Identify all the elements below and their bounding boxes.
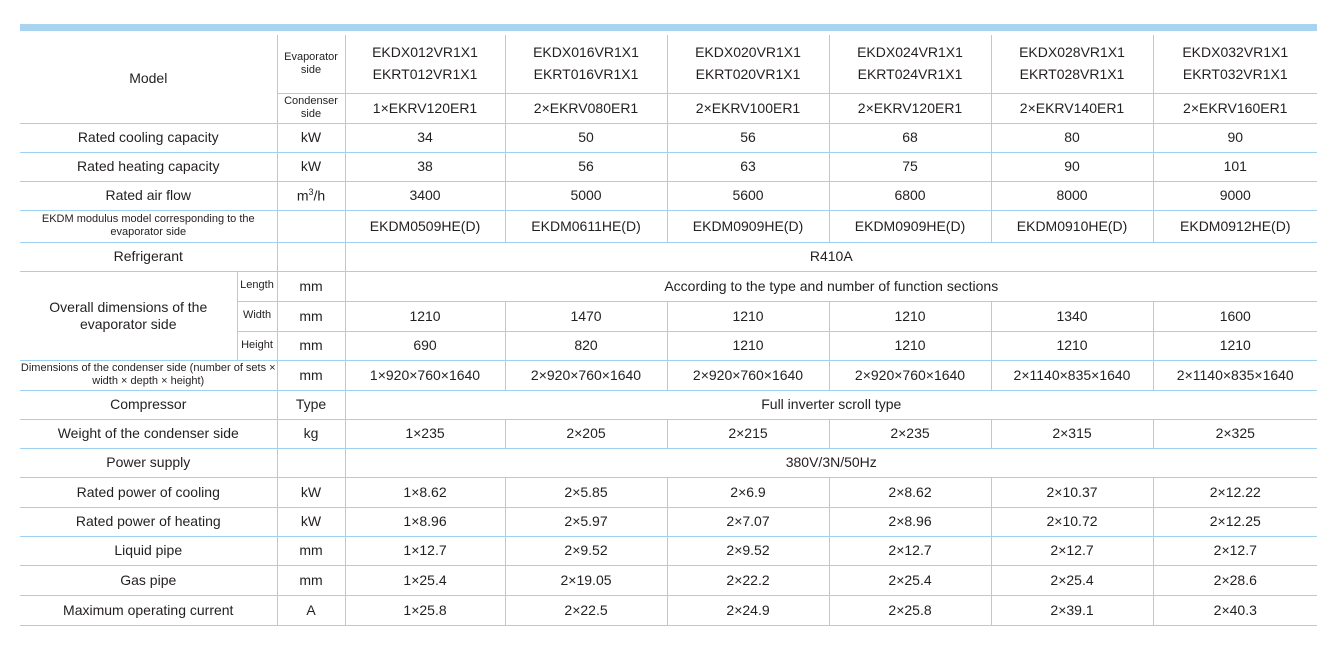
value-cell: 90 (991, 152, 1153, 181)
value-cell: 2×1140×835×1640 (1153, 360, 1317, 390)
row-label: Weight of the condenser side (20, 419, 277, 448)
unit-cell: mm (277, 301, 345, 331)
value-cell: 2×25.4 (991, 565, 1153, 595)
value-cell: 1210 (991, 331, 1153, 360)
value-cell: 2×40.3 (1153, 595, 1317, 625)
value-cell: 2×9.52 (505, 536, 667, 565)
row-label: Rated heating capacity (20, 152, 277, 181)
merged-value-cell: 380V/3N/50Hz (345, 448, 1317, 477)
value-cell: 2×7.07 (667, 507, 829, 536)
unit-cell (277, 448, 345, 477)
value-cell: 1210 (345, 301, 505, 331)
value-cell: EKDM0509HE(D) (345, 210, 505, 242)
unit-cell: kg (277, 419, 345, 448)
value-cell: 1210 (667, 301, 829, 331)
value-cell: 8000 (991, 181, 1153, 210)
table-row (20, 536, 1317, 565)
value-cell: 1470 (505, 301, 667, 331)
table-row (20, 181, 1317, 210)
value-cell: EKDM0910HE(D) (991, 210, 1153, 242)
row-label: EKDM modulus model corresponding to the evaporator side (20, 210, 277, 242)
top-accent-bar (20, 24, 1317, 31)
table-row (20, 271, 1317, 301)
row-label: Rated air flow (20, 181, 277, 210)
value-cell: 2×12.22 (1153, 477, 1317, 507)
unit-cell: kW (277, 152, 345, 181)
condenser-model-cell: 2×EKRV080ER1 (505, 93, 667, 123)
value-cell: 690 (345, 331, 505, 360)
model-cell: EKDX028VR1X1 EKRT028VR1X1 (991, 35, 1153, 93)
table-row (20, 477, 1317, 507)
value-cell: 2×28.6 (1153, 565, 1317, 595)
value-cell: 2×24.9 (667, 595, 829, 625)
condenser-model-cell: 2×EKRV100ER1 (667, 93, 829, 123)
value-cell: 1×25.8 (345, 595, 505, 625)
value-cell: 2×19.05 (505, 565, 667, 595)
value-cell: 2×12.25 (1153, 507, 1317, 536)
model-label: Model (20, 35, 277, 123)
value-cell: EKDM0611HE(D) (505, 210, 667, 242)
value-cell: 101 (1153, 152, 1317, 181)
row-label: Compressor (20, 390, 277, 419)
value-cell: 1×12.7 (345, 536, 505, 565)
value-cell: 1340 (991, 301, 1153, 331)
unit-cell: kW (277, 477, 345, 507)
value-cell: 2×235 (829, 419, 991, 448)
value-cell: 5600 (667, 181, 829, 210)
table-row (20, 242, 1317, 271)
unit-cell (277, 242, 345, 271)
value-cell: 820 (505, 331, 667, 360)
value-cell: 2×25.4 (829, 565, 991, 595)
value-cell: 38 (345, 152, 505, 181)
value-cell: 1×235 (345, 419, 505, 448)
value-cell: 2×920×760×1640 (505, 360, 667, 390)
row-label: Liquid pipe (20, 536, 277, 565)
value-cell: 90 (1153, 123, 1317, 152)
sub-label: Height (237, 331, 277, 360)
value-cell: 50 (505, 123, 667, 152)
merged-value-cell: R410A (345, 242, 1317, 271)
value-cell: 2×22.5 (505, 595, 667, 625)
evaporator-side-label: Evaporator side (277, 35, 345, 93)
table-row (20, 360, 1317, 390)
model-cell: EKDX032VR1X1 EKRT032VR1X1 (1153, 35, 1317, 93)
value-cell: 2×920×760×1640 (829, 360, 991, 390)
value-cell: 1600 (1153, 301, 1317, 331)
value-cell: 2×22.2 (667, 565, 829, 595)
value-cell: 1×8.96 (345, 507, 505, 536)
row-label: Dimensions of the condenser side (number of sets × width × depth × height) (20, 360, 277, 390)
value-cell: 2×5.97 (505, 507, 667, 536)
value-cell: 63 (667, 152, 829, 181)
merged-value-cell: According to the type and number of function sections (345, 271, 1317, 301)
value-cell: 3400 (345, 181, 505, 210)
model-cell: EKDX016VR1X1 EKRT016VR1X1 (505, 35, 667, 93)
value-cell: 75 (829, 152, 991, 181)
value-cell: 2×920×760×1640 (667, 360, 829, 390)
unit-cell: kW (277, 123, 345, 152)
model-cell: EKDX024VR1X1 EKRT024VR1X1 (829, 35, 991, 93)
value-cell: 2×12.7 (991, 536, 1153, 565)
value-cell: 1210 (829, 301, 991, 331)
value-cell: 5000 (505, 181, 667, 210)
row-label: Overall dimensions of the evaporator side (20, 271, 237, 360)
value-cell: EKDM0912HE(D) (1153, 210, 1317, 242)
value-cell: 2×325 (1153, 419, 1317, 448)
table-row (20, 152, 1317, 181)
value-cell: 2×10.37 (991, 477, 1153, 507)
table-row (20, 448, 1317, 477)
table-row (20, 507, 1317, 536)
spec-table (20, 35, 1317, 626)
value-cell: 1×25.4 (345, 565, 505, 595)
unit-cell: $m^3/h$ (277, 181, 345, 210)
row-label: Maximum operating current (20, 595, 277, 625)
condenser-model-cell: 2×EKRV140ER1 (991, 93, 1153, 123)
value-cell: 2×12.7 (1153, 536, 1317, 565)
value-cell: EKDM0909HE(D) (667, 210, 829, 242)
table-row (20, 390, 1317, 419)
value-cell: 9000 (1153, 181, 1317, 210)
row-label: Refrigerant (20, 242, 277, 271)
value-cell: 2×10.72 (991, 507, 1153, 536)
row-label: Power supply (20, 448, 277, 477)
value-cell: 80 (991, 123, 1153, 152)
value-cell: EKDM0909HE(D) (829, 210, 991, 242)
row-label: Rated power of cooling (20, 477, 277, 507)
model-cell: EKDX020VR1X1 EKRT020VR1X1 (667, 35, 829, 93)
value-cell: 2×12.7 (829, 536, 991, 565)
row-label: Rated cooling capacity (20, 123, 277, 152)
merged-value-cell: Full inverter scroll type (345, 390, 1317, 419)
value-cell: 1×920×760×1640 (345, 360, 505, 390)
condenser-model-cell: 2×EKRV160ER1 (1153, 93, 1317, 123)
value-cell: 2×25.8 (829, 595, 991, 625)
value-cell: 56 (667, 123, 829, 152)
value-cell: 68 (829, 123, 991, 152)
condenser-model-cell: 2×EKRV120ER1 (829, 93, 991, 123)
value-cell: 2×8.62 (829, 477, 991, 507)
value-cell: 34 (345, 123, 505, 152)
value-cell: 2×5.85 (505, 477, 667, 507)
value-cell: 2×39.1 (991, 595, 1153, 625)
sub-label: Length (237, 271, 277, 301)
unit-cell: mm (277, 536, 345, 565)
table-row (20, 419, 1317, 448)
table-row (20, 595, 1317, 625)
model-cell: EKDX012VR1X1 EKRT012VR1X1 (345, 35, 505, 93)
table-row (20, 123, 1317, 152)
value-cell: 2×205 (505, 419, 667, 448)
value-cell: 56 (505, 152, 667, 181)
unit-cell (277, 210, 345, 242)
condenser-model-cell: 1×EKRV120ER1 (345, 93, 505, 123)
value-cell: 2×1140×835×1640 (991, 360, 1153, 390)
value-cell: 2×315 (991, 419, 1153, 448)
sub-label: Width (237, 301, 277, 331)
table-row (20, 565, 1317, 595)
value-cell: 1210 (1153, 331, 1317, 360)
row-label: Rated power of heating (20, 507, 277, 536)
value-cell: 2×8.96 (829, 507, 991, 536)
value-cell: 2×215 (667, 419, 829, 448)
unit-cell: mm (277, 271, 345, 301)
unit-cell: A (277, 595, 345, 625)
row-label: Gas pipe (20, 565, 277, 595)
value-cell: 1210 (667, 331, 829, 360)
value-cell: 1×8.62 (345, 477, 505, 507)
unit-cell: Type (277, 390, 345, 419)
value-cell: 6800 (829, 181, 991, 210)
unit-cell: mm (277, 331, 345, 360)
table-row (20, 210, 1317, 242)
value-cell: 1210 (829, 331, 991, 360)
value-cell: 2×6.9 (667, 477, 829, 507)
unit-cell: mm (277, 565, 345, 595)
condenser-side-label: Condenser side (277, 93, 345, 123)
value-cell: 2×9.52 (667, 536, 829, 565)
unit-cell: mm (277, 360, 345, 390)
table-row (20, 35, 1317, 93)
unit-cell: kW (277, 507, 345, 536)
